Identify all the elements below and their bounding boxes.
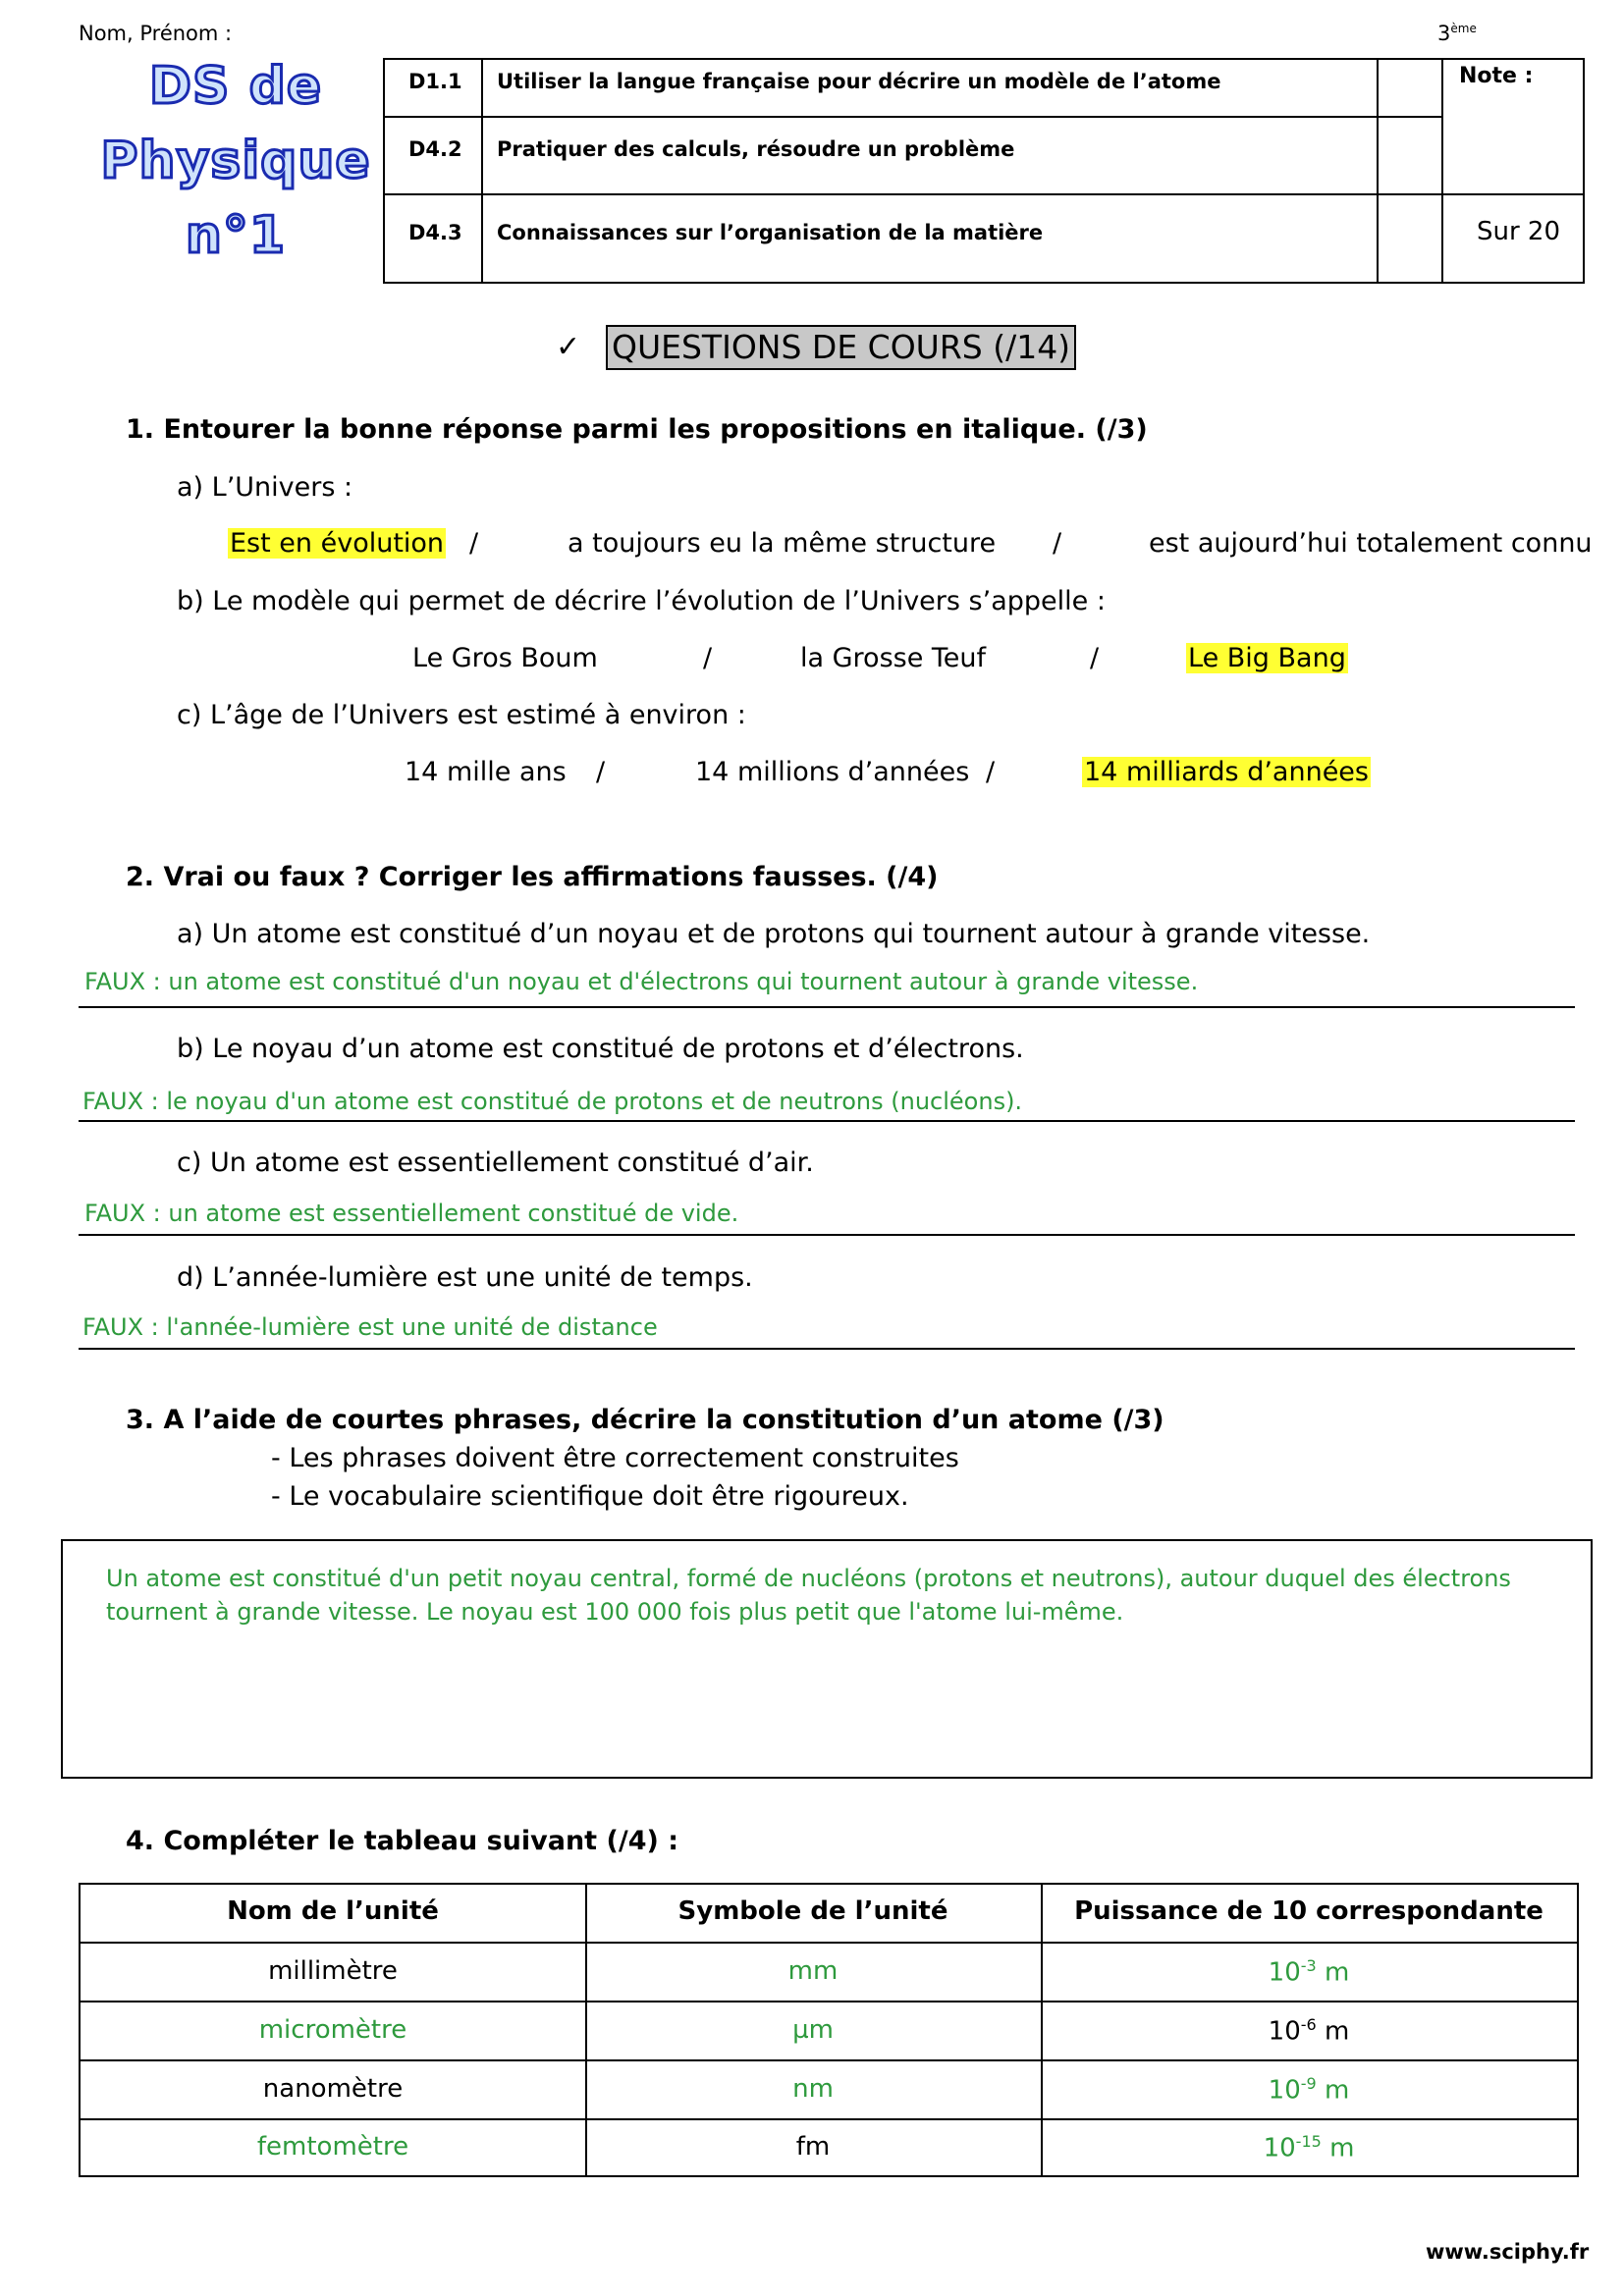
unit-power-4 <box>1041 2132 1577 2163</box>
power-unit: m <box>1316 2016 1350 2047</box>
unit-symbol-2: µm <box>792 2015 834 2045</box>
q1-a-option-1: Est en évolution <box>230 528 445 559</box>
logo-line-1: DS de <box>148 57 323 116</box>
logo-line-2: Physique <box>100 132 371 190</box>
q2-d-answer: FAUX : l'année-lumière est une unité de distance <box>82 1313 658 1341</box>
q1-c-sep-1: / <box>596 757 606 787</box>
unit-symbol-1: mm <box>787 1956 839 1986</box>
q1-b-label: b) Le modèle qui permet de décrire l’évolution de l’Univers s’appelle : <box>177 586 1106 616</box>
q1-title: 1. Entourer la bonne réponse parmi les propositions en italique. (/3) <box>126 414 1148 445</box>
unit-symbol-3: nm <box>792 2074 834 2104</box>
units-table <box>79 1883 1579 2177</box>
q2-a-question: a) Un atome est constitué d’un noyau et de protons qui tournent autour à grande vitesse. <box>177 919 1371 949</box>
name-label: Nom, Prénom : <box>79 22 233 45</box>
units-header-symbol: Symbole de l’unité <box>677 1896 948 1926</box>
q1-a-sep-1: / <box>469 528 479 559</box>
q1-a-option-3: est aujourd’hui totalement connu <box>1149 528 1593 559</box>
class-level-sup: ème <box>1450 22 1477 35</box>
q2-b-answer: FAUX : le noyau d'un atome est constitué de protons et de neutrons (nucléons). <box>82 1088 1023 1115</box>
unit-symbol-4: fm <box>795 2132 831 2162</box>
units-header-power: Puissance de 10 correspondante <box>1074 1896 1543 1926</box>
answer-line <box>79 1120 1575 1122</box>
power-base: 10 <box>1268 1957 1301 1988</box>
power-base: 10 <box>1263 2133 1296 2163</box>
q1-a-sep-2: / <box>1053 528 1062 559</box>
comp-text-2: Pratiquer des calculs, résoudre un problème <box>497 137 1015 161</box>
q1-a-option-2: a toujours eu la même structure <box>568 528 997 559</box>
comp-code-1: D1.1 <box>408 70 462 93</box>
q1-b-sep-2: / <box>1090 643 1100 673</box>
logo-line-3: n°1 <box>185 206 287 265</box>
competency-table <box>383 58 1585 284</box>
q1-c-option-2: 14 millions d’années <box>695 757 970 787</box>
power-unit: m <box>1316 2075 1350 2106</box>
unit-name-3: nanomètre <box>262 2074 404 2104</box>
unit-power-1 <box>1041 1956 1577 1988</box>
q1-b-option-2: la Grosse Teuf <box>800 643 987 673</box>
units-header-name: Nom de l’unité <box>227 1896 439 1926</box>
q4-title: 4. Compléter le tableau suivant (/4) : <box>126 1826 679 1856</box>
grade-total: Sur 20 <box>1477 217 1561 246</box>
q1-c-option-1: 14 mille ans <box>405 757 567 787</box>
power-exponent: -6 <box>1300 2015 1317 2034</box>
unit-name-1: millimètre <box>268 1956 398 1986</box>
unit-power-2 <box>1041 2015 1577 2047</box>
power-exponent: -9 <box>1300 2074 1317 2093</box>
power-unit: m <box>1316 1957 1350 1988</box>
q1-b-sep-1: / <box>703 643 713 673</box>
section-title: QUESTIONS DE COURS (/14) <box>606 325 1076 370</box>
q2-c-answer: FAUX : un atome est essentiellement constitué de vide. <box>84 1200 739 1227</box>
power-base: 10 <box>1268 2016 1301 2047</box>
power-exponent: -3 <box>1300 1956 1317 1975</box>
q2-title: 2. Vrai ou faux ? Corriger les affirmations fausses. (/4) <box>126 862 939 892</box>
q1-c-option-3: 14 milliards d’années <box>1084 757 1369 787</box>
checkmark-icon: ✓ <box>556 330 581 364</box>
q3-answer-line-2: tournent à grande vitesse. Le noyau est 100 000 fois plus petit que l'atome lui-même. <box>106 1598 1124 1626</box>
q1-b-option-1: Le Gros Boum <box>412 643 598 673</box>
comp-text-1: Utiliser la langue française pour décrire un modèle de l’atome <box>497 70 1221 93</box>
q1-a-label: a) L’Univers : <box>177 472 353 503</box>
class-level <box>1437 22 1477 45</box>
unit-name-4: femtomètre <box>256 2132 409 2162</box>
footer-site: www.sciphy.fr <box>1426 2240 1590 2264</box>
unit-power-3 <box>1041 2074 1577 2106</box>
power-exponent: -15 <box>1295 2132 1322 2151</box>
class-level-number: 3 <box>1437 22 1451 45</box>
q2-b-question: b) Le noyau d’un atome est constitué de protons et d’électrons. <box>177 1034 1024 1064</box>
q2-c-question: c) Un atome est essentiellement constitué d’air. <box>177 1148 814 1178</box>
comp-code-2: D4.2 <box>408 137 462 161</box>
answer-line <box>79 1348 1575 1350</box>
comp-code-3: D4.3 <box>408 221 462 244</box>
q3-answer-line-1: Un atome est constitué d'un petit noyau central, formé de nucléons (protons et neutrons), autour duquel des électrons <box>106 1565 1511 1592</box>
unit-name-2: micromètre <box>258 2015 407 2045</box>
answer-line <box>79 1006 1575 1008</box>
grade-label: Note : <box>1459 64 1534 88</box>
q1-c-sep-2: / <box>986 757 996 787</box>
comp-text-3: Connaissances sur l’organisation de la matière <box>497 221 1044 244</box>
q3-rule-1: - Les phrases doivent être correctement construites <box>271 1443 959 1473</box>
power-base: 10 <box>1268 2075 1301 2106</box>
power-unit: m <box>1321 2133 1355 2163</box>
q2-a-answer: FAUX : un atome est constitué d'un noyau et d'électrons qui tournent autour à grande vitesse. <box>84 968 1199 995</box>
q1-b-option-3: Le Big Bang <box>1188 643 1346 673</box>
answer-line <box>79 1234 1575 1236</box>
q1-c-label: c) L’âge de l’Univers est estimé à environ : <box>177 700 746 730</box>
q2-d-question: d) L’année-lumière est une unité de temps. <box>177 1262 753 1293</box>
q3-title: 3. A l’aide de courtes phrases, décrire la constitution d’un atome (/3) <box>126 1405 1164 1435</box>
q3-rule-2: - Le vocabulaire scientifique doit être rigoureux. <box>271 1481 909 1512</box>
